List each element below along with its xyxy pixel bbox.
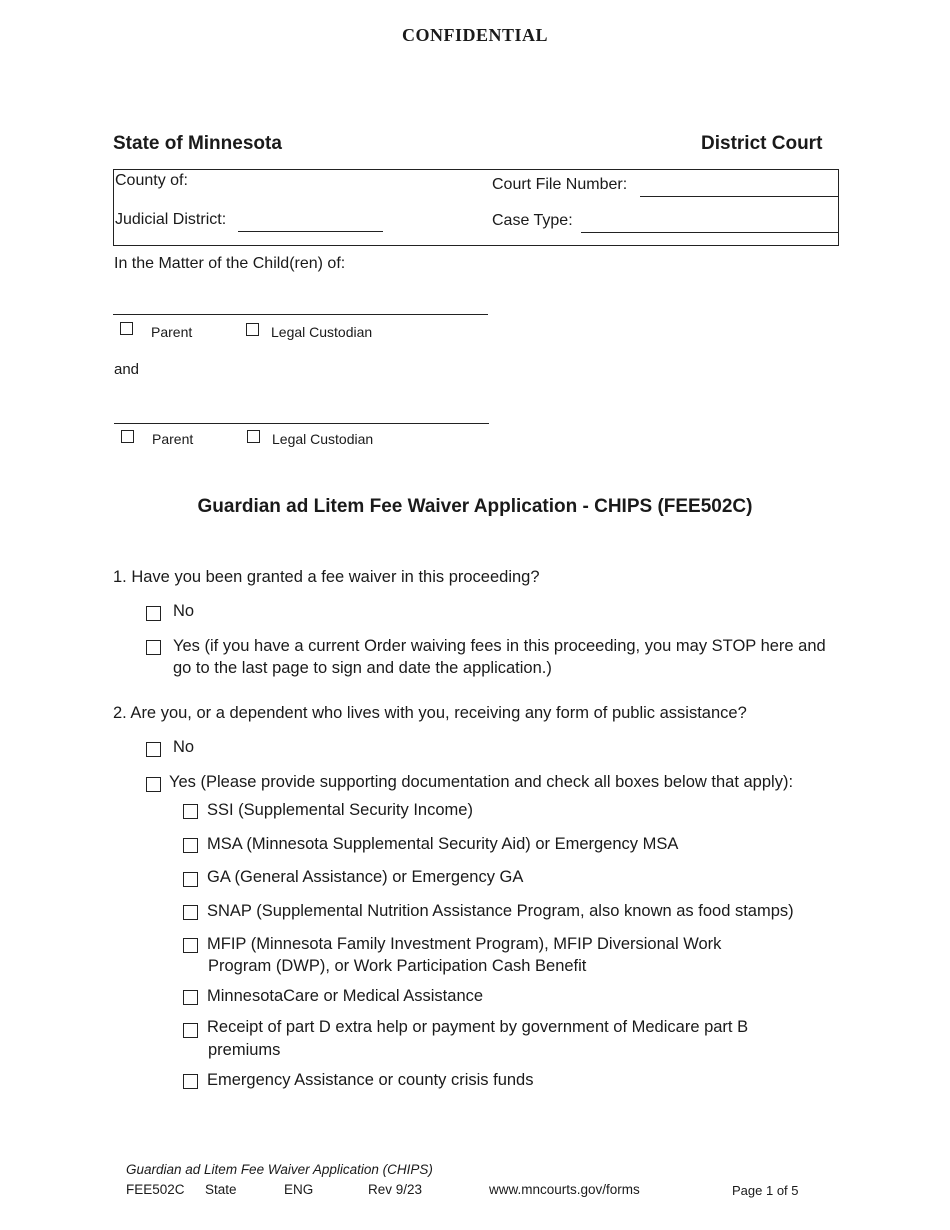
case-caption-box [113,169,839,246]
mfip-label: MFIP (Minnesota Family Investment Program), MFIP Diversional Work [207,935,722,953]
court-heading: District Court [701,133,823,154]
judicial-district-label: Judicial District: [115,211,227,228]
party2-custodian-label: Legal Custodian [272,431,374,447]
q1-no-checkbox[interactable] [146,606,161,621]
mfip-label-cont: Program (DWP), or Work Participation Cash Benefit [208,957,587,975]
footer-jurisdiction: State [205,1182,237,1197]
ssi-label: SSI (Supplemental Security Income) [207,801,473,819]
medicare-label: Receipt of part D extra help or payment by government of Medicare part B [207,1018,749,1036]
emergency-assistance-label: Emergency Assistance or county crisis funds [207,1071,534,1089]
county-label: County of: [115,172,188,189]
ga-label: GA (General Assistance) or Emergency GA [207,868,524,886]
snap-label: SNAP (Supplemental Nutrition Assistance Program, also known as food stamps) [207,902,794,920]
footer-revision: Rev 9/23 [368,1182,423,1197]
msa-checkbox[interactable] [183,838,198,853]
footer-url[interactable]: www.mncourts.gov/forms [489,1182,640,1197]
footer-form-name: Guardian ad Litem Fee Waiver Application (CHIPS) [126,1162,433,1177]
medicare-label-cont: premiums [208,1041,281,1059]
confidential-heading: CONFIDENTIAL [401,25,549,45]
q1-no-label: No [173,602,195,620]
q2-yes-checkbox[interactable] [146,777,161,792]
q2-yes-label: Yes (Please provide supporting documentation and check all boxes below that apply): [169,773,794,791]
judicial-district-field[interactable] [238,231,383,232]
case-type-label: Case Type: [492,212,573,229]
emergency-assistance-checkbox[interactable] [183,1074,198,1089]
court-file-number-label: Court File Number: [492,176,628,193]
state-heading: State of Minnesota [113,133,282,154]
footer-page-number: Page 1 of 5 [732,1183,799,1198]
party2-parent-checkbox[interactable] [121,430,134,443]
q2-question: 2. Are you, or a dependent who lives with you, receiving any form of public assistance? [113,704,747,722]
party2-custodian-checkbox[interactable] [247,430,260,443]
q1-question: 1. Have you been granted a fee waiver in this proceeding? [113,568,540,586]
and-label: and [114,361,140,378]
party2-name-field[interactable] [114,423,489,424]
form-title: Guardian ad Litem Fee Waiver Application - CHIPS (FEE502C) [197,496,753,517]
ga-checkbox[interactable] [183,872,198,887]
case-type-field[interactable] [581,232,839,233]
party1-name-field[interactable] [113,314,488,315]
court-file-number-field[interactable] [640,196,839,197]
footer-language: ENG [284,1182,314,1197]
party2-parent-label: Parent [152,431,194,447]
minnesotacare-label: MinnesotaCare or Medical Assistance [207,987,484,1005]
matter-label: In the Matter of the Child(ren) of: [114,255,346,272]
party1-parent-label: Parent [151,324,193,340]
q2-no-label: No [173,738,195,756]
q1-yes-label-cont: go to the last page to sign and date the application.) [173,659,552,677]
party1-parent-checkbox[interactable] [120,322,133,335]
minnesotacare-checkbox[interactable] [183,990,198,1005]
mfip-checkbox[interactable] [183,938,198,953]
ssi-checkbox[interactable] [183,804,198,819]
q1-yes-checkbox[interactable] [146,640,161,655]
party1-custodian-label: Legal Custodian [271,324,373,340]
medicare-checkbox[interactable] [183,1023,198,1038]
party1-custodian-checkbox[interactable] [246,323,259,336]
footer-form-code: FEE502C [126,1182,185,1197]
q2-no-checkbox[interactable] [146,742,161,757]
q1-yes-label: Yes (if you have a current Order waiving fees in this proceeding, you may STOP here and [173,637,826,655]
msa-label: MSA (Minnesota Supplemental Security Aid) or Emergency MSA [207,835,679,853]
snap-checkbox[interactable] [183,905,198,920]
